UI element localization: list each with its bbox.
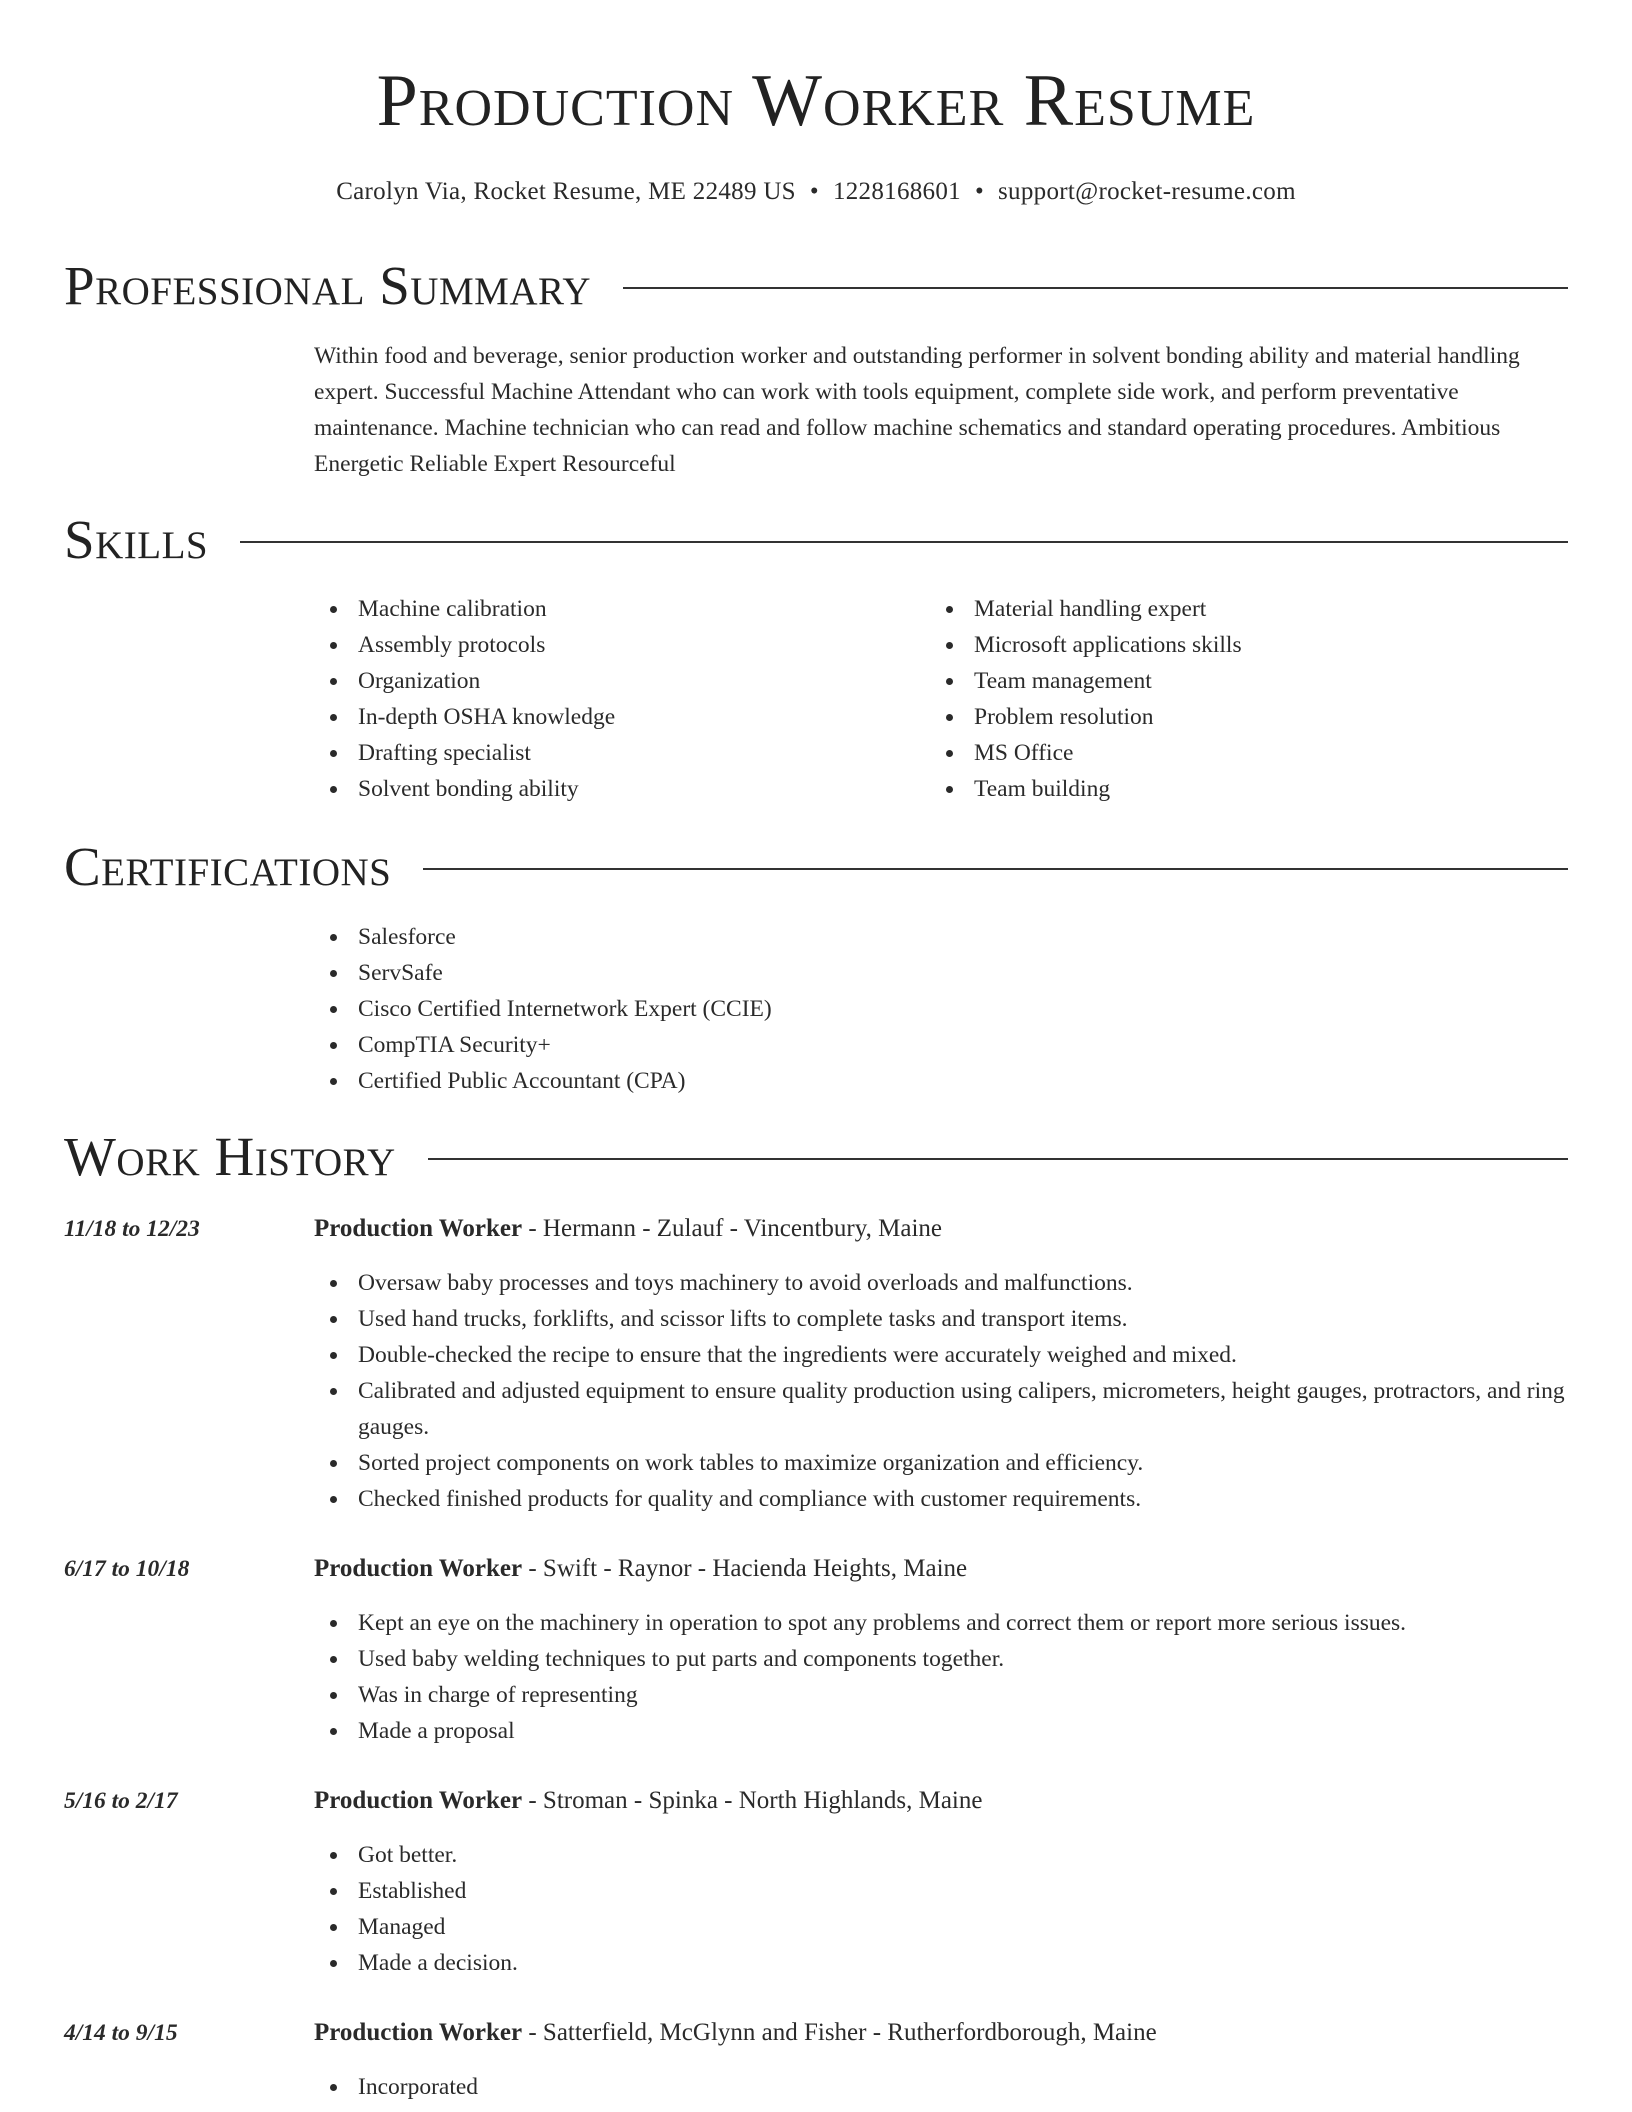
skills-list-left xyxy=(314,591,914,807)
summary-text: Within food and beverage, senior production worker and outstanding performer in solvent bonding ability and material handling expert. Successful Machine Attendant who can work with tools equipment, complete side work, and perform preventative maintenance. Machine technician who can read and follow machine schematics and standard operating procedures. Ambitious Energetic Reliable Expert Resourceful xyxy=(314,343,1520,477)
job-dates: 11/18 to 12/23 xyxy=(64,1216,200,1242)
job-duty: Used hand trucks, forklifts, and scissor lifts to complete tasks and transport items. xyxy=(314,1301,1572,1337)
job-duty: Sorted project components on work tables to maximize organization and efficiency. xyxy=(314,1445,1572,1481)
job-heading xyxy=(314,1783,1572,1819)
job-dates: 6/17 to 10/18 xyxy=(64,1556,190,1582)
job-duty: Oversaw baby processes and toys machinery to avoid overloads and malfunctions. xyxy=(314,1265,1572,1301)
job-dates: 5/16 to 2/17 xyxy=(64,1788,178,1814)
contact-line xyxy=(0,174,1632,210)
job-role: Production Worker xyxy=(314,1215,523,1242)
job-details: - Stroman - Spinka - North Highlands, Maine xyxy=(522,1787,983,1814)
skill-item: Problem resolution xyxy=(930,699,1550,735)
skill-item: Machine calibration xyxy=(314,591,914,627)
skill-item: Drafting specialist xyxy=(314,735,914,771)
skill-item: Solvent bonding ability xyxy=(314,771,914,807)
job-role: Production Worker xyxy=(314,2019,523,2046)
certification-item: Certified Public Accountant (CPA) xyxy=(314,1063,1514,1099)
skill-item: In-depth OSHA knowledge xyxy=(314,699,914,735)
contact-separator: • xyxy=(809,178,819,205)
certification-item: ServSafe xyxy=(314,955,1514,991)
certification-item: Salesforce xyxy=(314,919,1514,955)
job-details: - Hermann - Zulauf - Vincentbury, Maine xyxy=(522,1215,942,1242)
job-duties-list xyxy=(314,1605,1572,1749)
job-duty: Made a proposal xyxy=(314,1713,1572,1749)
job-duties-list xyxy=(314,1265,1572,1517)
section-divider xyxy=(428,1158,1568,1160)
section-divider xyxy=(423,868,1568,870)
job-duty: Used baby welding techniques to put parts and components together. xyxy=(314,1641,1572,1677)
section-divider xyxy=(240,541,1568,543)
job-role: Production Worker xyxy=(314,1787,523,1814)
job-dates: 4/14 to 9/15 xyxy=(64,2020,178,2046)
job-heading xyxy=(314,1551,1572,1587)
job-heading xyxy=(314,2015,1572,2051)
certifications-list xyxy=(314,919,1514,1099)
job-details: - Satterfield, McGlynn and Fisher - Rutherfordborough, Maine xyxy=(522,2019,1157,2046)
job-duty: Checked finished products for quality and compliance with customer requirements. xyxy=(314,1481,1572,1517)
section-header-certifications xyxy=(64,835,1568,899)
job-details: - Swift - Raynor - Hacienda Heights, Maine xyxy=(522,1555,968,1582)
skill-item: MS Office xyxy=(930,735,1550,771)
job-duties-list xyxy=(314,1837,1572,1981)
section-title-summary: Professional Summary xyxy=(64,255,592,316)
skills-list-right xyxy=(930,591,1550,807)
skill-item: Team management xyxy=(930,663,1550,699)
section-title-skills: Skills xyxy=(64,509,209,570)
certification-item: CompTIA Security+ xyxy=(314,1027,1514,1063)
job-duty: Managed xyxy=(314,1909,1572,1945)
section-title-certifications: Certifications xyxy=(64,836,392,897)
job-duty: Double-checked the recipe to ensure that the ingredients were accurately weighed and mixed. xyxy=(314,1337,1572,1373)
skill-item: Team building xyxy=(930,771,1550,807)
job-duties-list xyxy=(314,2069,1572,2105)
job-duty: Got better. xyxy=(314,1837,1572,1873)
section-header-work-history xyxy=(64,1125,1568,1189)
resume-title: Production Worker Resume xyxy=(376,60,1256,142)
job-duty: Established xyxy=(314,1873,1572,1909)
job-duty: Made a decision. xyxy=(314,1945,1572,1981)
section-header-summary xyxy=(64,254,1568,318)
job-duty: Incorporated xyxy=(314,2069,1572,2105)
job-duty: Calibrated and adjusted equipment to ensure quality production using calipers, micrometers, height gauges, protractors, and ring gauges. xyxy=(314,1373,1572,1445)
section-divider xyxy=(623,287,1568,289)
contact-separator: • xyxy=(974,178,985,205)
skill-item: Material handling expert xyxy=(930,591,1550,627)
job-duty: Kept an eye on the machinery in operation to spot any problems and correct them or report more serious issues. xyxy=(314,1605,1572,1641)
section-header-skills xyxy=(64,508,1568,572)
job-role: Production Worker xyxy=(314,1555,523,1582)
contact-phone: 1228168601 xyxy=(832,178,961,205)
certification-item: Cisco Certified Internetwork Expert (CCIE) xyxy=(314,991,1514,1027)
skill-item: Assembly protocols xyxy=(314,627,914,663)
contact-email: support@rocket-resume.com xyxy=(998,178,1296,205)
section-title-work-history: Work History xyxy=(64,1126,396,1187)
job-heading xyxy=(314,1211,1572,1247)
skill-item: Organization xyxy=(314,663,914,699)
contact-address: Carolyn Via, Rocket Resume, ME 22489 US xyxy=(336,178,796,205)
skill-item: Microsoft applications skills xyxy=(930,627,1550,663)
job-duty: Was in charge of representing xyxy=(314,1677,1572,1713)
